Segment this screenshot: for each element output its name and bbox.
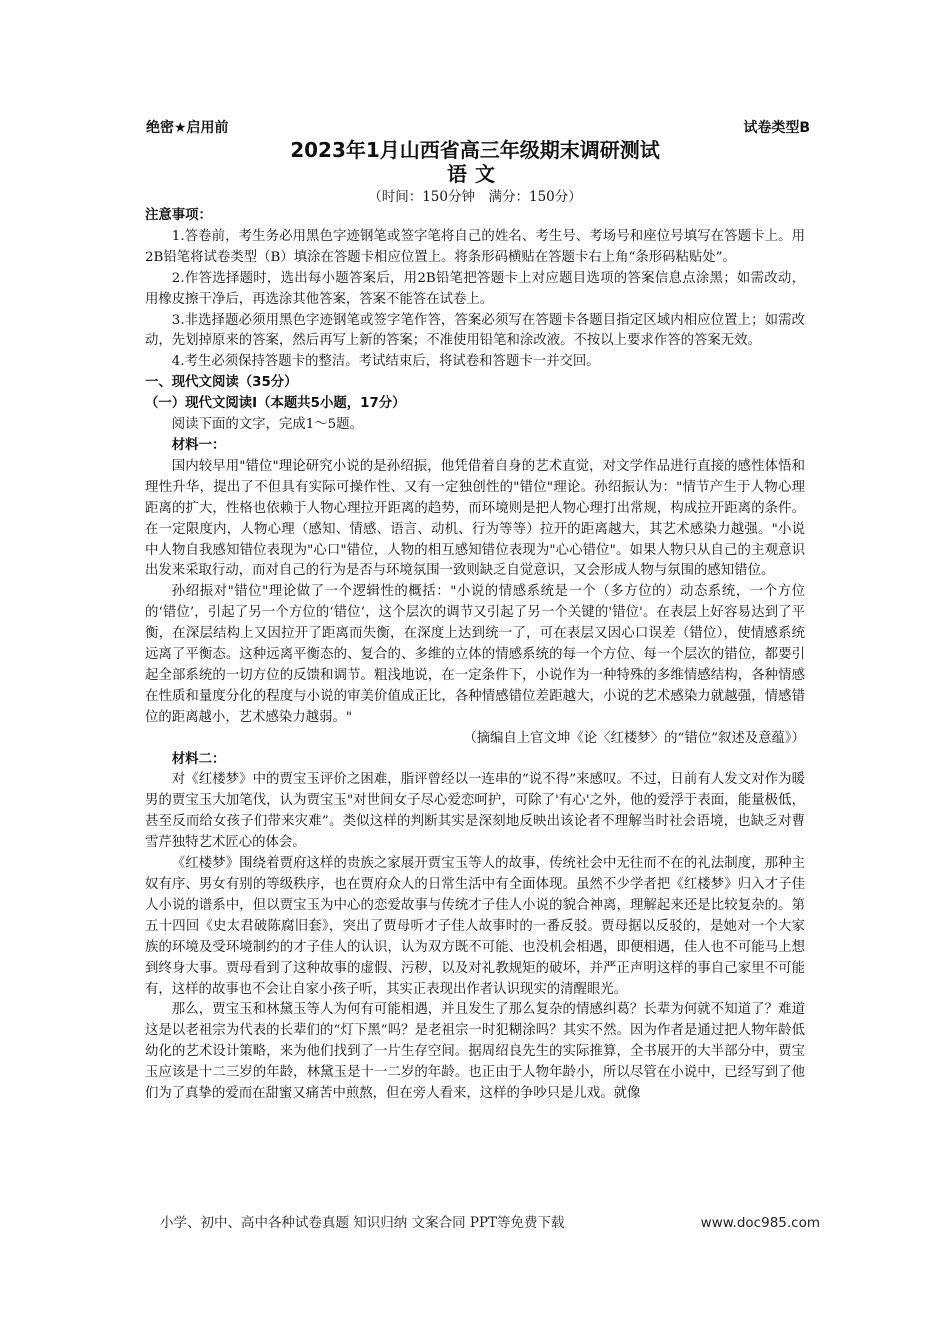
notice-item: 1.答卷前，考生务必用黑色字迹钢笔或签字笔将自己的姓名、考生号、考场号和座位号填写在答题卡上。用2B铅笔将试卷类型（B）填涂在答题卡相应位置上。将条形码横贴在答题卡右上角“条形码粘贴处”。	[145, 228, 805, 265]
sub-section-heading: （一）现代文阅读Ⅰ（本题共5小题，17分）	[145, 396, 406, 412]
material-paragraph: 那么，贾宝玉和林黛玉等人为何有可能相遇，并且发生了那么复杂的情感纠葛？长辈为何就不知道了？难道这是以老祖宗为代表的长辈们的“灯下黑”吗？是老祖宗一时犯糊涂吗？其实不然。因为作者是通过把人物年龄低幼化的艺术设计策略，来为他们找到了一片生存空间。据周绍良先生的实际推算，全书展开的大半部分中，贾宝玉应该是十二三岁的年龄，林黛玉是十一二岁的年龄。也正由于人物年龄小，所以尽管在小说中，已经写到了他们为了真挚的爱而在甜蜜又痛苦中煎熬，但在旁人看来，这样的争吵只是儿戏。就像	[145, 1002, 805, 1102]
material-paragraph: 对《红楼梦》中的贾宝玉评价之困难，脂评曾经以一连串的“说不得”来感叹。不过，日前有人发文对作为暖男的贾宝玉大加笔伐，认为贾宝玉"对世间女子尽心爱恋呵护，可除了'有心'之外，他的爱浮于表面，能量极低，甚至反而给女孩子们带来灾难”。类似这样的判断其实是深刻地反映出该论者不理解当时社会语境，也缺乏对曹雪芹独特艺术匠心的体会。	[145, 772, 805, 851]
material-paragraph: 孙绍振对"错位"理论做了一个逻辑性的概括："小说的情感系统是一个（多方位的）动态系统，一个方位的‘错位’，引起了另一个方位的‘错位’，这个层次的调节又引起了另一个关键的'错位'。在表层上好容易达到了平衡，在深层结构上又因拉开了距离而失衡，在深度上达到统一了，可在表层又因心口误差（错位），使情感系统远离了平衡态。这种远离平衡态的、复合的、多维的立体的情感系统的每一个方位、每一个层次的错位，都要引起全部系统的一切方位的反馈和调节。粗浅地说，在一定条件下，小说作为一种特殊的多维情感结构，各种情感在性质和量度分化的程度与小说的审美价值成正比，各种情感错位差距越大，小说的艺术感染力就越强，情感错位的距离越小，艺术感染力越弱。"	[145, 584, 805, 725]
secret-label: 绝密★启用前	[146, 120, 229, 136]
footer-text: 小学、初中、高中各种试卷真题 知识归纳 文案合同 PPT等免费下载	[160, 1215, 565, 1231]
notice-item: 4.考生必须保持答题卡的整洁。考试结束后，将试卷和答题卡一并交回。	[171, 354, 600, 370]
exam-content	[145, 206, 805, 1105]
section-heading: 一、现代文阅读（35分）	[145, 375, 298, 391]
paper-type: 试卷类型B	[743, 120, 810, 136]
exam-title: 2023年1月山西省高三年级期末调研测试	[290, 138, 660, 162]
reading-instruction: 阅读下面的文字，完成1～5题。	[171, 417, 363, 433]
material-paragraph: 《红楼梦》围绕着贾府这样的贵族之家展开贾宝玉等人的故事，传统社会中无往而不在的礼法制度，那种主奴有序、男女有别的等级秩序，也在贾府众人的日常生活中有全面体现。虽然不少学者把《红楼梦》归入才子佳人小说的谱系中，但以贾宝玉为中心的恋爱故事与传统才子佳人小说的貌合神离，理解起来还是比较复杂的。第五十四回《史太君破陈腐旧套》，突出了贾母听才子佳人故事时的一番反驳。贾母据以反驳的，是她对一个大家族的环境及受环境制约的才子佳人的认识，认为双方既不可能、也没机会相遇，即便相遇，佳人也不可能马上想到终身大事。贾母看到了这种故事的虚假、污秽，以及对礼教规矩的破坏，并严正声明这样的事自己家里不可能有，这样的故事也不会让自家小孩子听，其实正表现出作者认识现实的清醒眼光。	[145, 856, 805, 997]
exam-subject: 语文	[447, 162, 503, 186]
time-info: （时间：150分钟 满分：150分）	[368, 189, 582, 205]
material-two-label: 材料二：	[171, 751, 226, 767]
material-paragraph: 国内较早用"错位"理论研究小说的是孙绍振，他凭借着自身的艺术直觉，对文学作品进行直接的感性体悟和理性升华，提出了不但具有实际可操作性、又有一定独创性的"错位"理论。孙绍振认为："情节产生于人物心理距离的扩大，性格也依赖于人物心理拉开距离的趋势，而环境则是把人物心理打出常规，构成拉开距离的条件。在一定限度内，人物心理（感知、情感、语言、动机、行为等等）拉开的距离越大，其艺术感染力越强。"小说中人物自我感知错位表现为"心口"错位，人物的相互感知错位表现为"心心错位"。如果人物只从自己的主观意识出发来采取行动，而对自己的行为是否与环境氛围一致则缺乏自觉意识，又会形成人物与氛围的感知错位。	[145, 458, 805, 579]
material-one-label: 材料一：	[171, 437, 226, 453]
notice-heading: 注意事项：	[145, 208, 212, 223]
footer-site-link[interactable]: www.doc985.com	[700, 1215, 820, 1231]
notice-item: 3.非选择题必须用黑色字迹钢笔或签字笔作答，答案必须写在答题卡各题目指定区域内相应位置上；如需改动，先划掉原来的答案，然后再写上新的答案；不准使用铅笔和涂改液。不按以上要求作答的答案无效。	[145, 312, 805, 349]
notice-item: 2.作答选择题时，选出每小题答案后，用2B铅笔把答题卡上对应题目选项的答案信息点涂黑；如需改动，用橡皮擦干净后，再选涂其他答案，答案不能答在试卷上。	[145, 270, 805, 307]
top-line	[146, 117, 810, 137]
footer	[160, 1213, 820, 1233]
material-source: （摘编自上官文坤《论〈红楼梦〉的“错位”叙述及意蕴》）	[463, 730, 805, 746]
